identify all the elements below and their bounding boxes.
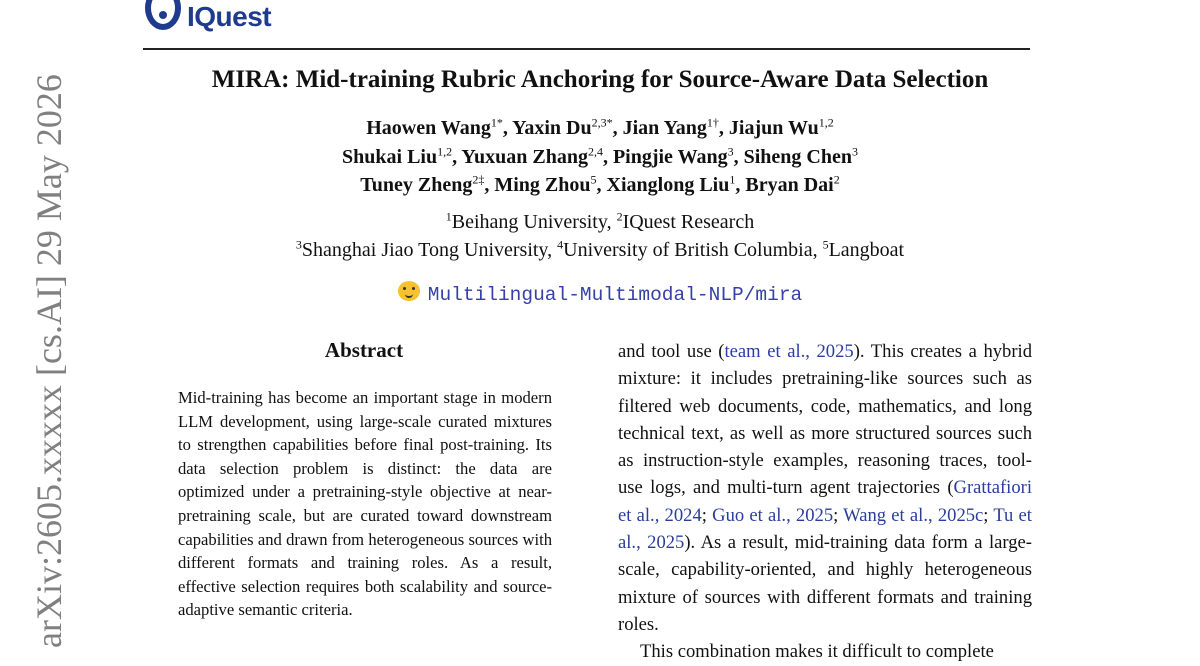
citation-link[interactable]: Guo et al., 2025: [712, 504, 834, 526]
author-name: Jiajun Wu: [728, 117, 819, 139]
citation-link[interactable]: Wang et al., 2025c: [843, 504, 984, 526]
affiliation-line-2: $^3$Shanghai Jiao Tong University, $^4$University of British Columbia, $^5$Langboat: [295, 237, 905, 261]
citation-separator: ;: [701, 504, 713, 526]
citation-link[interactable]: team et al., 2025: [724, 341, 854, 362]
author-affil-sup: 3: [851, 143, 858, 158]
header-rule: [143, 48, 1030, 50]
paper-title: MIRA: Mid-training Rubric Anchoring for Source-Aware Data Selection: [211, 66, 989, 93]
affiliation: Shanghai Jiao Tong University: [301, 239, 548, 261]
author-affil-sup: 1*: [490, 115, 503, 130]
affil-sup: 1: [445, 209, 452, 224]
body-text: ). As a result, mid-training data form a large-scale, capability-oriented, and highly heterogeneous mixture of sources with different formats and training roles.: [618, 532, 1032, 635]
affiliations: [0, 208, 1200, 264]
citation-link[interactable]: Tu et al., 2025: [618, 504, 1032, 554]
author-name: Shukai Liu: [342, 145, 438, 168]
logo-text: IQuest: [187, 1, 272, 32]
arxiv-stamp-text: arXiv:2605.xxxxx [cs.AI] 29 May 2026: [29, 74, 69, 648]
author-affil-sup: 1: [729, 172, 736, 187]
body-paragraph: This combination makes it difficult to complete: [640, 641, 994, 663]
author-affil-sup: 2‡: [472, 172, 485, 187]
author-affil-sup: 5: [590, 172, 597, 187]
affil-sup: 5: [822, 237, 829, 252]
arxiv-stamp: [28, 74, 70, 648]
author-affil-sup: 1,2: [437, 143, 453, 158]
author-affil-sup: 3: [727, 143, 734, 158]
author-line-3: Tuney Zheng$^{2\ddagger}$, Ming Zhou$^5$, Xianglong Liu$^1$, Bryan Dai$^2$: [360, 172, 840, 196]
affiliation: Beihang University: [451, 211, 607, 233]
affiliation: IQuest Research: [622, 211, 755, 233]
affiliation: University of British Columbia: [563, 239, 813, 261]
repo-link-text[interactable]: Multilingual-Multimodal-NLP/mira: [427, 284, 803, 306]
abstract-paragraph: Mid-training has become an important stage in modern LLM development, using large-scale curated mixtures to strengthen capabilities before final post-training. Its data selection problem is distinct: the data are optimized under a pretraining-style objective at near-pretraining scale, but are curated toward downstream capabilities and drawn from heterogeneous sources with different formats and training roles. As a result, effective selection requires both scalability and source-adaptive semantic criteria.: [178, 388, 552, 620]
body-text: ). This creates a hybrid mixture: it includes pretraining-like sources such as filtered web documents, code, mathematics, and long technical text, as well as more structured sources such as instruction-style examples, reasoning traces, tool-use logs, and multi-turn agent trajectories (: [618, 341, 1032, 499]
abstract-text: [178, 386, 552, 622]
affil-sup: 3: [295, 237, 302, 252]
citation-separator: ;: [983, 504, 994, 526]
body-text: and tool use (: [618, 341, 725, 362]
author-name: Jian Yang: [622, 117, 707, 139]
abstract-heading: Abstract: [324, 338, 404, 362]
hugging-face-icon: [398, 281, 420, 301]
author-name: Pingjie Wang: [612, 145, 728, 168]
author-name: Siheng Chen: [743, 145, 852, 168]
citation-link[interactable]: Grattafiori et al., 2024: [618, 477, 1032, 526]
author-name: Haowen Wang: [366, 117, 491, 139]
body-column-right: [618, 338, 1032, 666]
body-paragraph: [618, 338, 1032, 638]
author-line-1: Haowen Wang$^{1*}$, Yaxin $Du^{2,3*}$, Jian Yang$^{1\dagger}$, Jiajun Wu$^{1,2}$: [366, 115, 834, 139]
citation-separator: ;: [833, 504, 844, 526]
iquest-logo-icon: [143, 0, 183, 34]
repo-link[interactable]: [0, 281, 1200, 306]
author-affil-sup: 2: [833, 172, 840, 187]
iquest-logo: [143, 0, 271, 34]
author-name: Bryan Dai: [745, 174, 834, 196]
author-affil-sup: 2,3*: [591, 115, 613, 130]
author-name: Yaxin Du: [512, 117, 592, 139]
author-name: Tuney Zheng: [360, 174, 473, 196]
author-name: Ming Zhou: [494, 174, 591, 196]
author-affil-sup: 1†: [706, 115, 719, 130]
author-name: Yuxuan Zhang: [461, 145, 588, 168]
author-list: [0, 114, 1200, 200]
affiliation: Langboat: [828, 239, 905, 261]
author-affil-sup: 2,4: [587, 143, 603, 158]
author-name: Xianglong Liu: [606, 174, 730, 196]
affiliation-line-1: $^1$Beihang University, $^2$IQuest Research: [445, 209, 755, 233]
author-line-2: Shukai Liu$^{1,2}$, Yuxuan Zhang$^{2,4}$, Pingjie Wang$^3$, Siheng Chen$^3$: [342, 143, 858, 168]
affil-sup: 2: [616, 209, 623, 224]
author-affil-sup: 1,2: [818, 115, 834, 130]
affil-sup: 4: [557, 237, 564, 252]
